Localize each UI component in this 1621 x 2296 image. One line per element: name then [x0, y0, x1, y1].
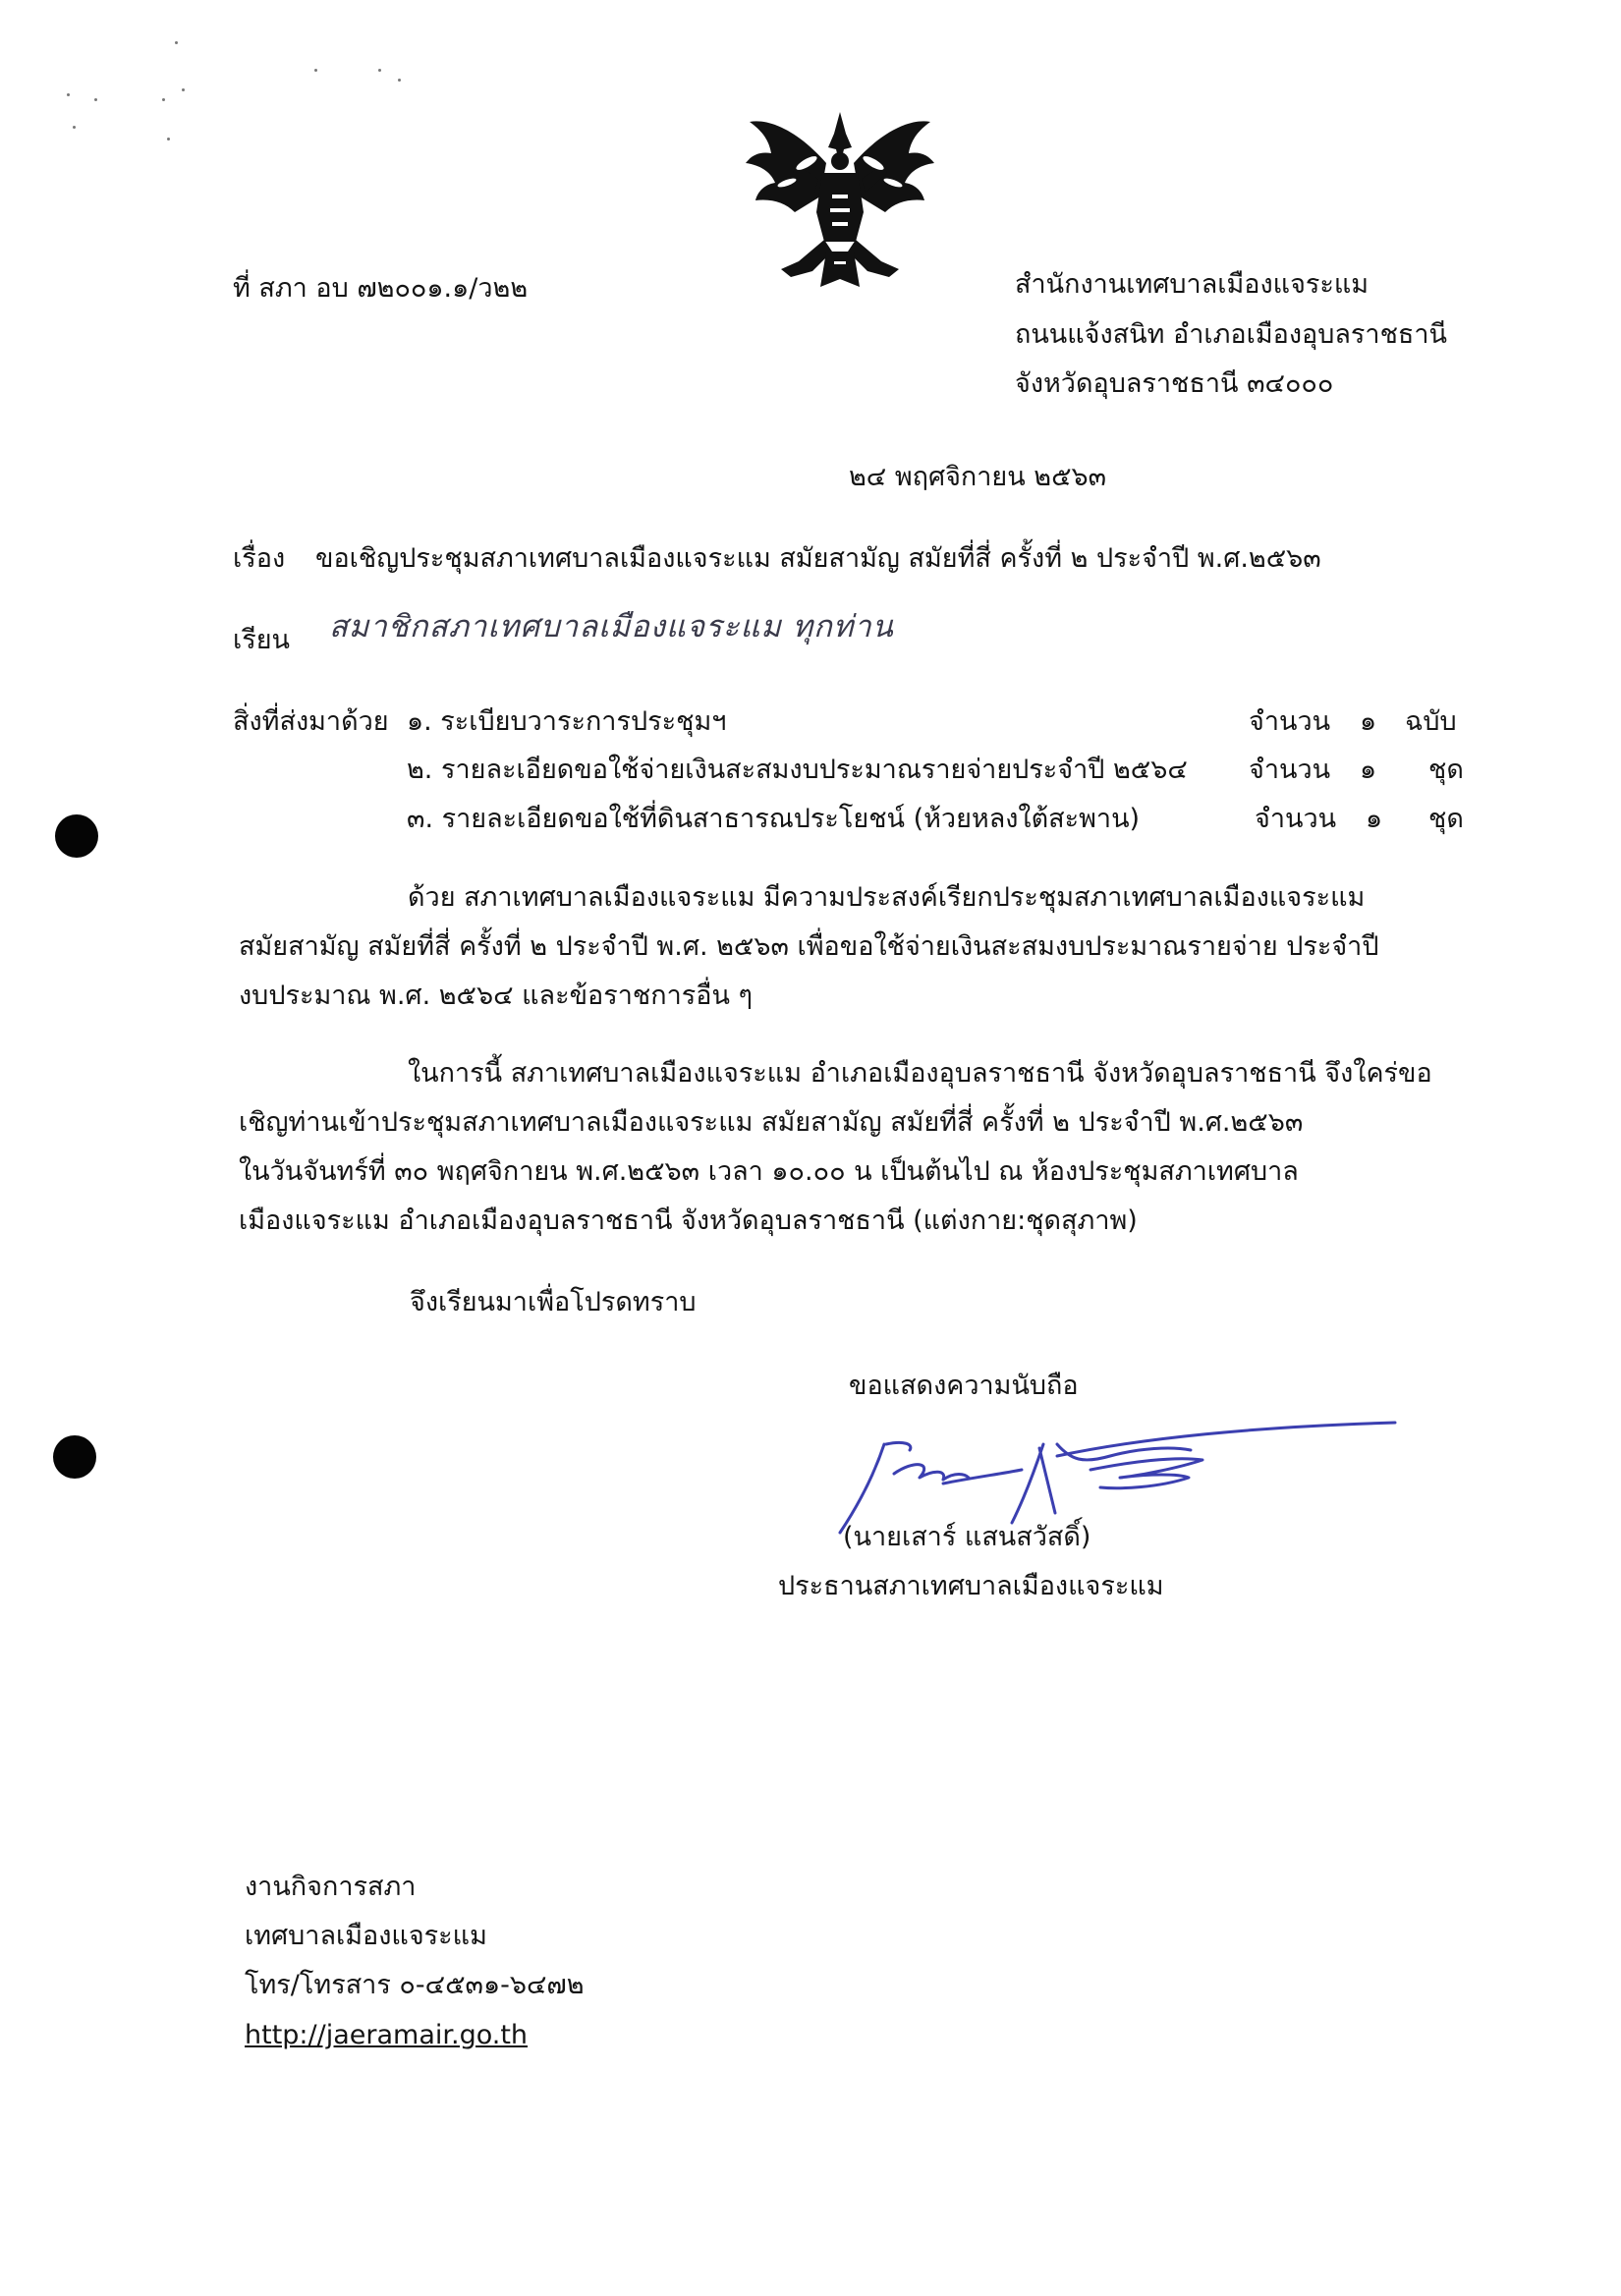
enclosure-item-2-qty: ๑ [1360, 755, 1377, 785]
subject-label: เรื่อง [233, 543, 286, 574]
footer-organization: เทศบาลเมืองแจระแม [245, 1921, 487, 1951]
enclosure-item-1-qty-label: จำนวน [1249, 706, 1331, 737]
enclosure-item-3-qty-label: จำนวน [1255, 804, 1337, 834]
body-paragraph-1-line-3: งบประมาณ พ.ศ. ๒๕๖๔ และข้อราชการอื่น ๆ [239, 980, 754, 1011]
enclosure-item-1-unit: ฉบับ [1405, 706, 1457, 737]
body-paragraph-2-line-2: เชิญท่านเข้าประชุมสภาเทศบาลเมืองแจระแม สมัยสามัญ สมัยที่สี่ ครั้งที่ ๒ ประจำปี พ.ศ.๒๕๖๓ [239, 1107, 1304, 1138]
enclosure-item-3-qty: ๑ [1366, 804, 1383, 834]
body-paragraph-2 [239, 1049, 1469, 1246]
punch-hole-bottom [53, 1435, 96, 1479]
body-paragraph-2-line-3: ในวันจันทร์ที่ ๓๐ พฤศจิกายน พ.ศ.๒๕๖๓ เวลา ๑๐.๐๐ น เป็นต้นไป ณ ห้องประชุมสภาเทศบาล [239, 1156, 1299, 1187]
footer-phone-fax: โทร/โทรสาร ๐-๔๕๓๑-๖๔๗๒ [245, 1970, 585, 2000]
closing-line: จึงเรียนมาเพื่อโปรดทราบ [410, 1287, 697, 1317]
office-address-line-1: สำนักงานเทศบาลเมืองแจระแม [1015, 269, 1369, 300]
office-address-line-3: จังหวัดอุบลราชธานี ๓๔๐๐๐ [1015, 368, 1334, 399]
footer-department: งานกิจการสภา [245, 1872, 417, 1902]
enclosures-label: สิ่งที่ส่งมาด้วย [233, 706, 389, 737]
reference-number: ที่ สภา อบ ๗๒๐๐๑.๑/ว๒๒ [233, 273, 529, 304]
enclosure-item-3-text: ๓. รายละเอียดขอใช้ที่ดินสาธารณประโยชน์ (ห้วยหลงใต้สะพาน) [407, 804, 1141, 834]
punch-hole-top [55, 814, 98, 858]
garuda-emblem-icon [742, 104, 938, 291]
enclosure-item-1-qty: ๑ [1360, 706, 1377, 737]
body-paragraph-1 [239, 873, 1469, 1021]
enclosure-item-2-qty-label: จำนวน [1249, 755, 1331, 785]
letter-date: ๒๔ พฤศจิกายน ๒๕๖๓ [849, 462, 1107, 492]
body-paragraph-2-line-1: ในการนี้ สภาเทศบาลเมืองแจระแม อำเภอเมืองอุบลราชธานี จังหวัดอุบลราชธานี จึงใคร่ขอ [408, 1058, 1432, 1089]
body-paragraph-1-line-1: ด้วย สภาเทศบาลเมืองแจระแม มีความประสงค์เรียกประชุมสภาเทศบาลเมืองแจระแม [408, 882, 1366, 913]
signatory-title: ประธานสภาเทศบาลเมืองแจระแม [778, 1571, 1164, 1601]
recipient-label: เรียน [233, 625, 291, 655]
office-address-line-2: ถนนแจ้งสนิท อำเภอเมืองอุบลราชธานี [1015, 319, 1448, 350]
body-paragraph-1-line-2: สมัยสามัญ สมัยที่สี่ ครั้งที่ ๒ ประจำปี พ.ศ. ๒๕๖๓ เพื่อขอใช้จ่ายเงินสะสมงบประมาณรายจ่าย ประจำปี [239, 931, 1379, 962]
recipient-text: สมาชิกสภาเทศบาลเมืองแจระแม ทุกท่าน [329, 609, 894, 644]
footer-website-link[interactable]: http://jaeramair.go.th [245, 2020, 529, 2050]
enclosure-item-3-unit: ชุด [1428, 804, 1464, 834]
enclosure-item-1-text: ๑. ระเบียบวาระการประชุมฯ [407, 706, 727, 737]
regards-text: ขอแสดงความนับถือ [849, 1371, 1079, 1401]
body-paragraph-2-line-4: เมืองแจระแม อำเภอเมืองอุบลราชธานี จังหวัดอุบลราชธานี (แต่งกาย:ชุดสุภาพ) [239, 1205, 1138, 1236]
signatory-name: (นายเสาร์ แสนสวัสดิ์) [843, 1522, 1091, 1552]
enclosure-item-2-unit: ชุด [1428, 755, 1464, 785]
enclosure-item-2-text: ๒. รายละเอียดขอใช้จ่ายเงินสะสมงบประมาณรายจ่ายประจำปี ๒๕๖๔ [407, 755, 1188, 785]
subject-text: ขอเชิญประชุมสภาเทศบาลเมืองแจระแม สมัยสามัญ สมัยที่สี่ ครั้งที่ ๒ ประจำปี พ.ศ.๒๕๖๓ [315, 543, 1321, 574]
